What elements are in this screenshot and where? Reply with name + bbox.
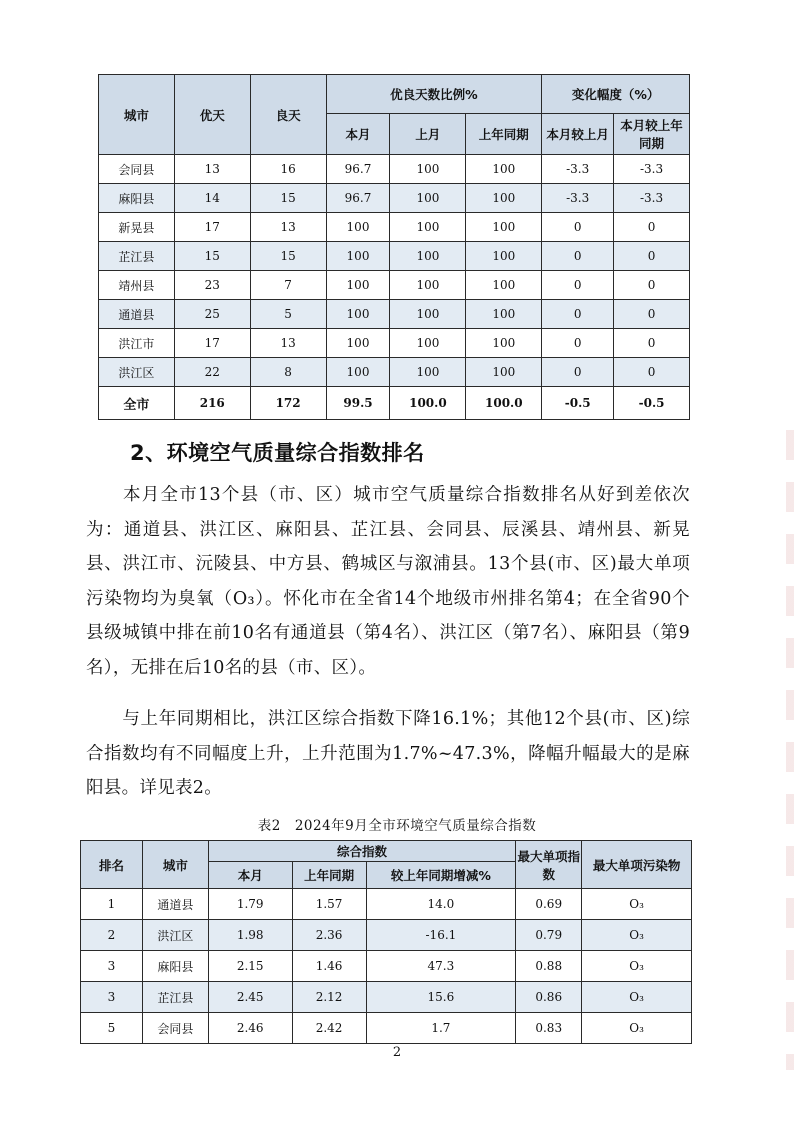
cell-this-month: 1.98 bbox=[208, 920, 292, 951]
cell-excellent: 216 bbox=[174, 387, 250, 420]
cell-city: 会同县 bbox=[99, 155, 175, 184]
cell-last-year: 2.12 bbox=[292, 982, 366, 1013]
cell-max-index: 0.88 bbox=[516, 951, 582, 982]
cell-this-month: 96.7 bbox=[326, 155, 390, 184]
cell-city: 新晃县 bbox=[99, 213, 175, 242]
cell-vs-month: 0 bbox=[542, 242, 614, 271]
cell-vs-month: 0 bbox=[542, 271, 614, 300]
cell-vs-year: -3.3 bbox=[614, 184, 690, 213]
cell-rank: 3 bbox=[81, 951, 143, 982]
paragraph-ranking-text: 本月全市13个县（市、区）城市空气质量综合指数排名从好到差依次为：通道县、洪江区、麻阳县、芷江县、会同县、辰溪县、靖州县、新晃县、洪江市、沅陵县、中方县、鹤城区与溆浦县。13个县(市、区)最大单项污染物均为臭氧（O₃）。怀化市在全省14个地级市州排名第4；在全省90个县级城镇中排在前10名有通道县（第4名）、洪江区（第7名）、麻阳县（第9名），无排在后10名的县（市、区）。 bbox=[86, 485, 690, 678]
cell-vs-year: 0 bbox=[614, 271, 690, 300]
cell-change: 47.3 bbox=[366, 951, 516, 982]
cell-excellent: 13 bbox=[174, 155, 250, 184]
cell-last-month: 100 bbox=[390, 184, 466, 213]
cell-last-year: 100 bbox=[466, 358, 542, 387]
table-row bbox=[99, 213, 690, 242]
cell-pollutant: O₃ bbox=[582, 982, 692, 1013]
cell-this-month: 100 bbox=[326, 300, 390, 329]
cell-good: 8 bbox=[250, 358, 326, 387]
cell-vs-year: 0 bbox=[614, 329, 690, 358]
cell-max-index: 0.79 bbox=[516, 920, 582, 951]
cell-this-month: 100 bbox=[326, 213, 390, 242]
col-last-month: 上月 bbox=[390, 114, 466, 155]
table-row bbox=[81, 982, 692, 1013]
table-row bbox=[99, 155, 690, 184]
cell-this-month: 1.79 bbox=[208, 889, 292, 920]
cell-pollutant: O₃ bbox=[582, 889, 692, 920]
col-change: 较上年同期增减% bbox=[366, 862, 516, 889]
cell-last-year: 1.46 bbox=[292, 951, 366, 982]
cell-excellent: 22 bbox=[174, 358, 250, 387]
col-last-year: 上年同期 bbox=[292, 862, 366, 889]
cell-good: 13 bbox=[250, 213, 326, 242]
col-city: 城市 bbox=[142, 841, 208, 889]
good-days-table bbox=[98, 74, 690, 420]
caption-label: 表2 bbox=[257, 818, 281, 834]
cell-last-year: 100 bbox=[466, 300, 542, 329]
col-max-pollutant: 最大单项污染物 bbox=[582, 841, 692, 889]
cell-excellent: 17 bbox=[174, 329, 250, 358]
table-row bbox=[99, 184, 690, 213]
cell-excellent: 25 bbox=[174, 300, 250, 329]
table-row bbox=[81, 951, 692, 982]
cell-this-month: 100 bbox=[326, 329, 390, 358]
cell-last-year: 100 bbox=[466, 184, 542, 213]
paragraph-comparison bbox=[86, 702, 690, 806]
table-row bbox=[99, 329, 690, 358]
cell-vs-year: 0 bbox=[614, 213, 690, 242]
col-excellent: 优天 bbox=[174, 75, 250, 155]
cell-this-month: 99.5 bbox=[326, 387, 390, 420]
cell-excellent: 15 bbox=[174, 242, 250, 271]
cell-change: 14.0 bbox=[366, 889, 516, 920]
cell-good: 5 bbox=[250, 300, 326, 329]
cell-this-month: 100 bbox=[326, 271, 390, 300]
cell-city: 麻阳县 bbox=[142, 951, 208, 982]
cell-rank: 2 bbox=[81, 920, 143, 951]
cell-vs-year: 0 bbox=[614, 358, 690, 387]
paragraph-comparison-text: 与上年同期相比，洪江区综合指数下降16.1%；其他12个县(市、区)综合指数均有不同幅度上升，上升范围为1.7%~47.3%，降幅升幅最大的是麻阳县。详见表2。 bbox=[86, 709, 690, 798]
section-heading: 2、环境空气质量综合指数排名 bbox=[130, 441, 425, 465]
cell-max-index: 0.83 bbox=[516, 1013, 582, 1044]
cell-last-month: 100 bbox=[390, 329, 466, 358]
cell-last-month: 100 bbox=[390, 271, 466, 300]
table-total-row bbox=[99, 387, 690, 420]
table-row bbox=[99, 300, 690, 329]
composite-index-table bbox=[80, 840, 692, 1044]
cell-vs-month: -0.5 bbox=[542, 387, 614, 420]
cell-vs-year: -0.5 bbox=[614, 387, 690, 420]
cell-this-month: 96.7 bbox=[326, 184, 390, 213]
cell-vs-month: 0 bbox=[542, 358, 614, 387]
cell-change: 1.7 bbox=[366, 1013, 516, 1044]
cell-vs-month: 0 bbox=[542, 213, 614, 242]
cell-last-month: 100 bbox=[390, 242, 466, 271]
cell-rank: 5 bbox=[81, 1013, 143, 1044]
cell-pollutant: O₃ bbox=[582, 951, 692, 982]
col-vs-last-year: 本月较上年同期 bbox=[614, 114, 690, 155]
cell-last-year: 100.0 bbox=[466, 387, 542, 420]
cell-vs-month: -3.3 bbox=[542, 155, 614, 184]
cell-good: 15 bbox=[250, 242, 326, 271]
col-group-ratio: 优良天数比例% bbox=[326, 75, 542, 114]
cell-city: 芷江县 bbox=[142, 982, 208, 1013]
cell-last-year: 2.42 bbox=[292, 1013, 366, 1044]
cell-change: -16.1 bbox=[366, 920, 516, 951]
cell-excellent: 14 bbox=[174, 184, 250, 213]
cell-excellent: 23 bbox=[174, 271, 250, 300]
cell-last-year: 2.36 bbox=[292, 920, 366, 951]
col-max-single: 最大单项指数 bbox=[516, 841, 582, 889]
col-group-change: 变化幅度（%） bbox=[542, 75, 690, 114]
cell-change: 15.6 bbox=[366, 982, 516, 1013]
binding-edge bbox=[786, 430, 794, 1070]
cell-city: 靖州县 bbox=[99, 271, 175, 300]
cell-vs-year: -3.3 bbox=[614, 155, 690, 184]
cell-vs-month: 0 bbox=[542, 300, 614, 329]
cell-vs-year: 0 bbox=[614, 242, 690, 271]
col-last-year: 上年同期 bbox=[466, 114, 542, 155]
cell-last-month: 100 bbox=[390, 300, 466, 329]
cell-this-month: 2.46 bbox=[208, 1013, 292, 1044]
cell-city: 会同县 bbox=[142, 1013, 208, 1044]
table-row bbox=[99, 242, 690, 271]
table-row bbox=[81, 889, 692, 920]
cell-last-month: 100 bbox=[390, 213, 466, 242]
col-this-month: 本月 bbox=[326, 114, 390, 155]
cell-this-month: 100 bbox=[326, 358, 390, 387]
col-group-index: 综合指数 bbox=[208, 841, 516, 862]
cell-city: 全市 bbox=[99, 387, 175, 420]
cell-good: 15 bbox=[250, 184, 326, 213]
table-row bbox=[81, 1013, 692, 1044]
cell-city: 洪江区 bbox=[142, 920, 208, 951]
col-rank: 排名 bbox=[81, 841, 143, 889]
cell-rank: 1 bbox=[81, 889, 143, 920]
cell-city: 通道县 bbox=[142, 889, 208, 920]
cell-last-month: 100 bbox=[390, 155, 466, 184]
cell-good: 13 bbox=[250, 329, 326, 358]
cell-city: 麻阳县 bbox=[99, 184, 175, 213]
page-number: 2 bbox=[392, 1045, 402, 1060]
col-city: 城市 bbox=[99, 75, 175, 155]
cell-pollutant: O₃ bbox=[582, 1013, 692, 1044]
cell-this-month: 2.45 bbox=[208, 982, 292, 1013]
table-row bbox=[99, 271, 690, 300]
col-good: 良天 bbox=[250, 75, 326, 155]
cell-last-year: 100 bbox=[466, 213, 542, 242]
cell-vs-month: -3.3 bbox=[542, 184, 614, 213]
cell-this-month: 100 bbox=[326, 242, 390, 271]
cell-last-year: 100 bbox=[466, 155, 542, 184]
cell-last-month: 100.0 bbox=[390, 387, 466, 420]
table-caption bbox=[0, 814, 794, 834]
cell-last-year: 1.57 bbox=[292, 889, 366, 920]
cell-good: 7 bbox=[250, 271, 326, 300]
cell-this-month: 2.15 bbox=[208, 951, 292, 982]
caption-text: 2024年9月全市环境空气质量综合指数 bbox=[294, 818, 537, 834]
col-this-month: 本月 bbox=[208, 862, 292, 889]
table-row bbox=[99, 358, 690, 387]
cell-good: 16 bbox=[250, 155, 326, 184]
cell-last-year: 100 bbox=[466, 329, 542, 358]
cell-last-year: 100 bbox=[466, 271, 542, 300]
cell-pollutant: O₃ bbox=[582, 920, 692, 951]
cell-last-month: 100 bbox=[390, 358, 466, 387]
col-vs-last-month: 本月较上月 bbox=[542, 114, 614, 155]
table-row bbox=[81, 920, 692, 951]
cell-city: 通道县 bbox=[99, 300, 175, 329]
cell-rank: 3 bbox=[81, 982, 143, 1013]
cell-vs-year: 0 bbox=[614, 300, 690, 329]
cell-excellent: 17 bbox=[174, 213, 250, 242]
cell-city: 洪江市 bbox=[99, 329, 175, 358]
paragraph-ranking bbox=[86, 478, 690, 685]
cell-last-year: 100 bbox=[466, 242, 542, 271]
cell-good: 172 bbox=[250, 387, 326, 420]
cell-max-index: 0.69 bbox=[516, 889, 582, 920]
cell-max-index: 0.86 bbox=[516, 982, 582, 1013]
cell-city: 芷江县 bbox=[99, 242, 175, 271]
cell-city: 洪江区 bbox=[99, 358, 175, 387]
cell-vs-month: 0 bbox=[542, 329, 614, 358]
